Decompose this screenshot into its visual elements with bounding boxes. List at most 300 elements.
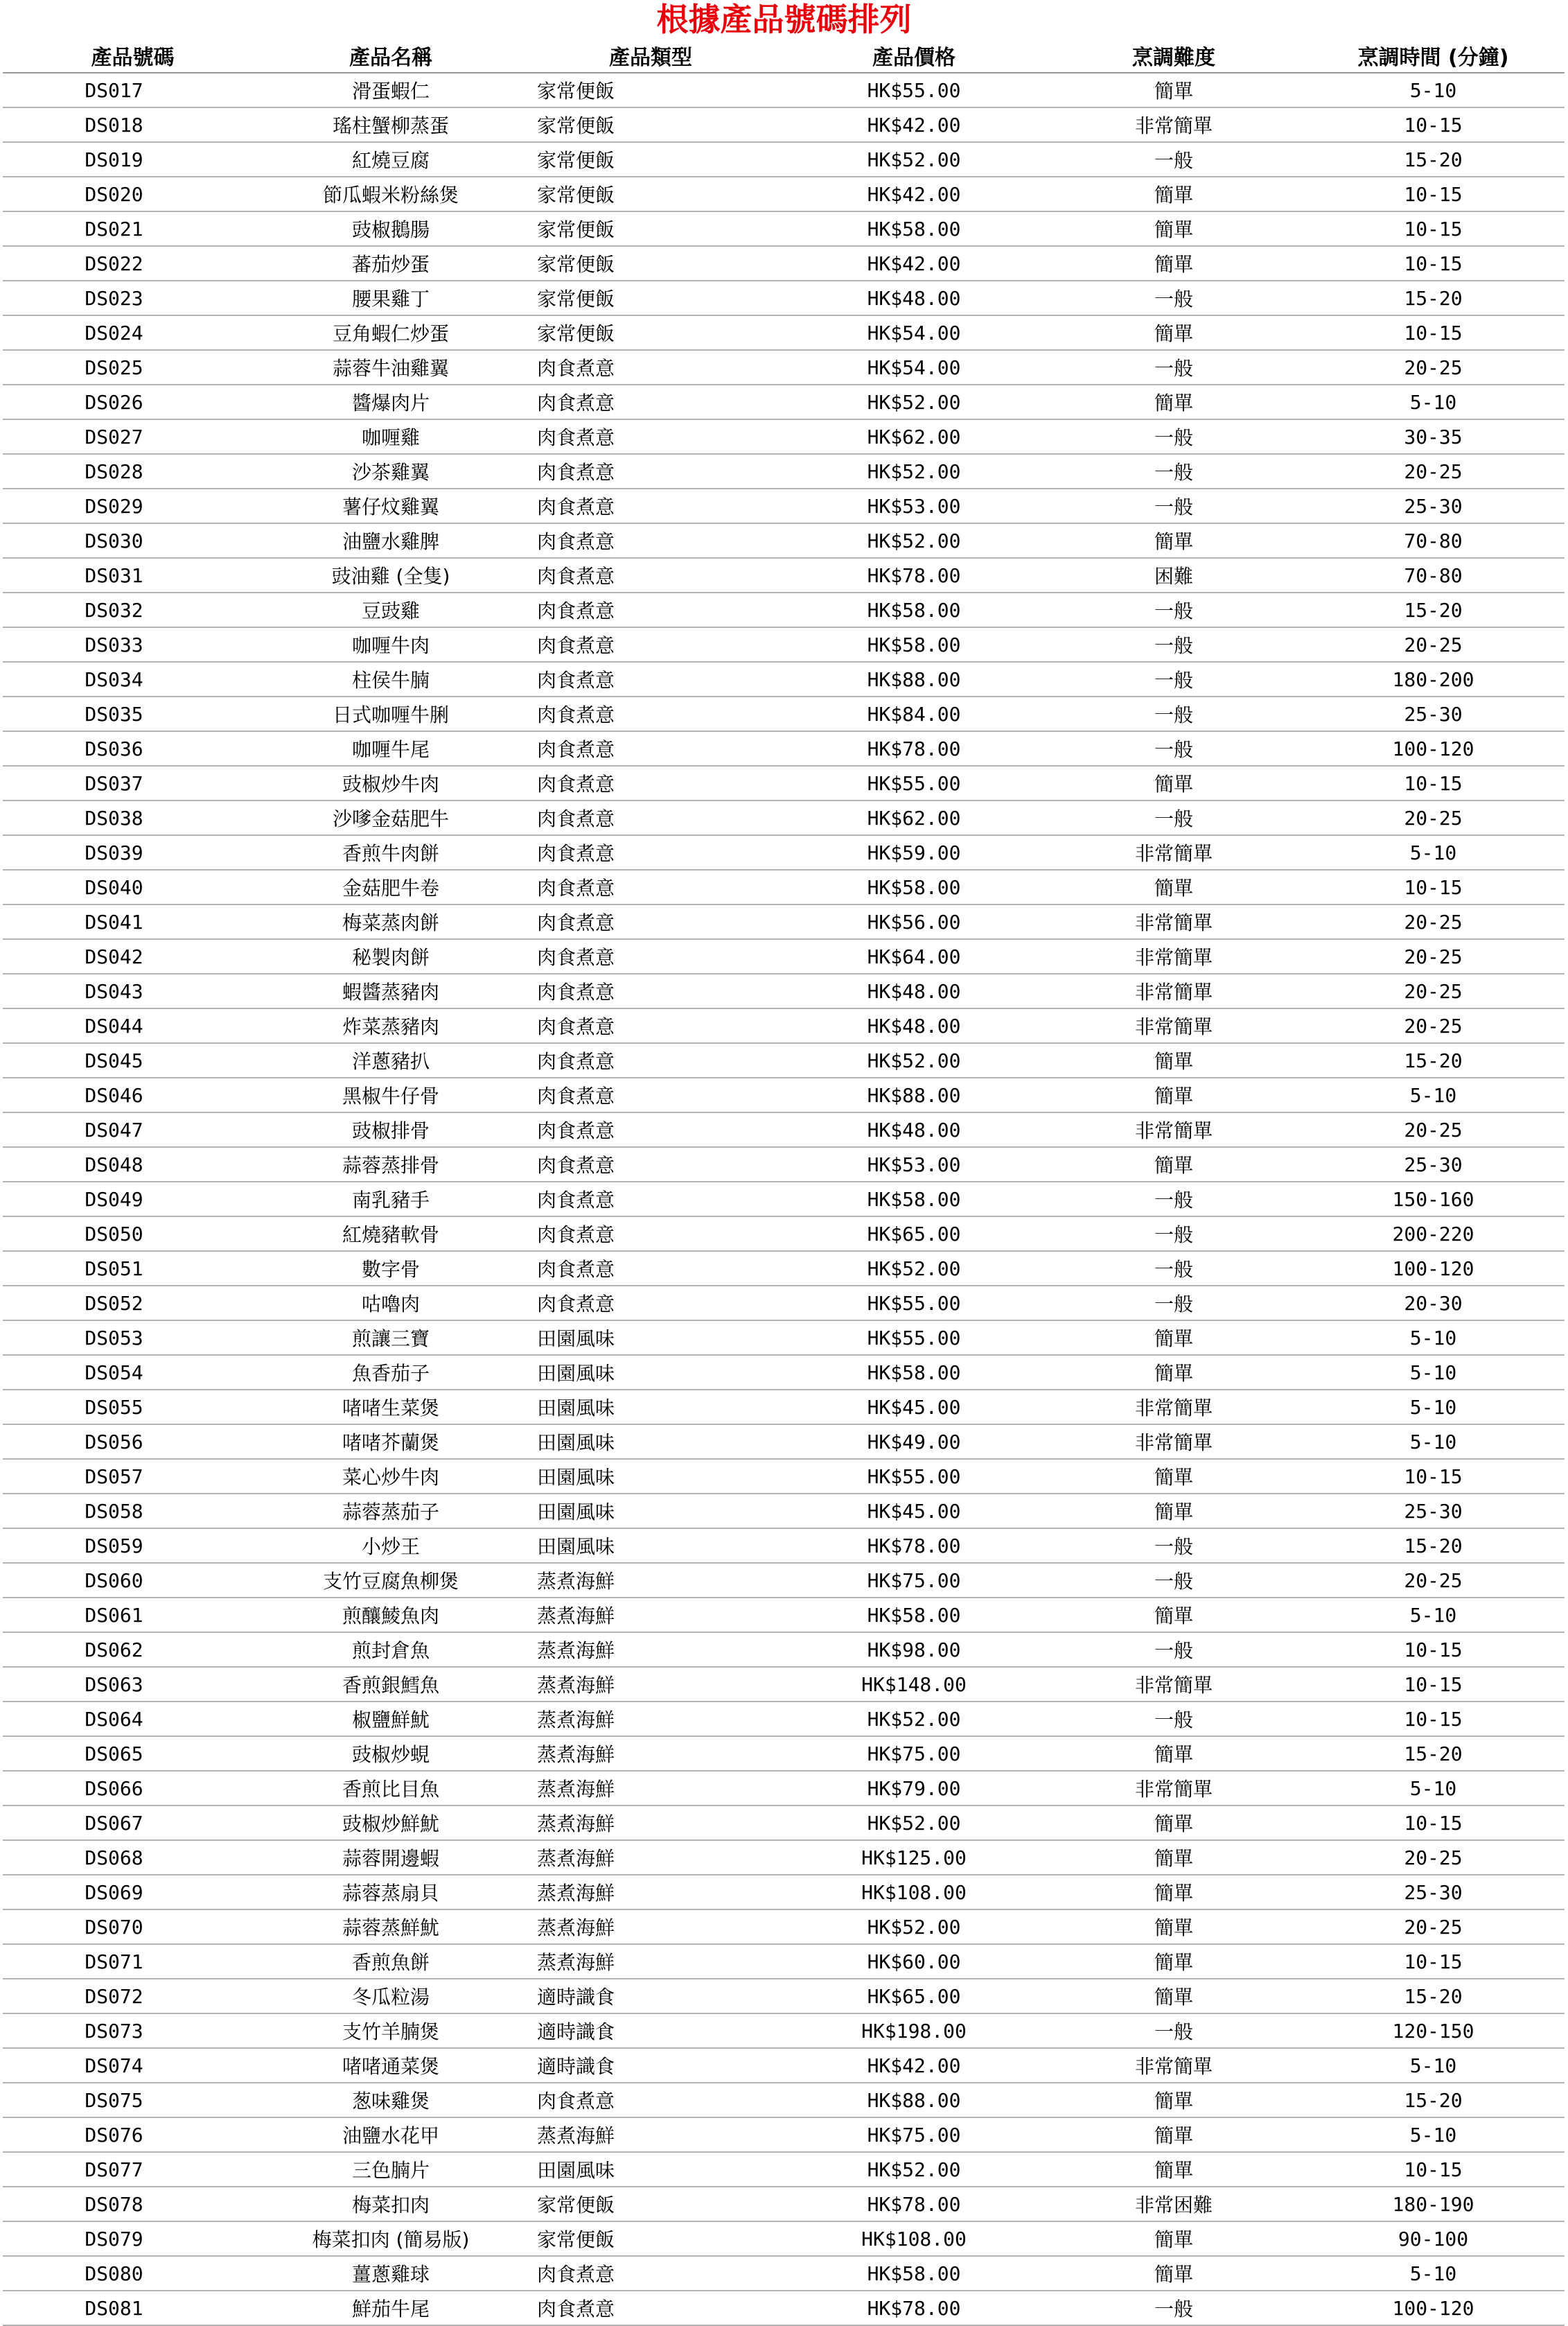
cooking-difficulty-cell: 簡單 [1046,177,1302,211]
product-category-cell: 肉食煮意 [519,870,782,904]
cooking-time-cell: 10-15 [1302,246,1565,281]
product-name-cell: 洋蔥豬扒 [263,1043,519,1078]
table-row [3,2152,1565,2187]
product-name-cell: 葱味雞煲 [263,2083,519,2117]
product-price-cell: HK$53.00 [782,1147,1046,1182]
table-row [3,1216,1565,1251]
cooking-difficulty-cell: 簡單 [1046,1459,1302,1494]
product-category-cell: 田園風味 [519,1355,782,1390]
cooking-time-cell: 20-25 [1302,627,1565,662]
product-category-cell: 家常便飯 [519,142,782,177]
product-code-cell: DS049 [3,1182,263,1216]
table-row [3,1494,1565,1528]
cooking-difficulty-cell: 簡單 [1046,1805,1302,1840]
cooking-difficulty-cell: 簡單 [1046,1078,1302,1112]
product-category-cell: 田園風味 [519,1459,782,1494]
table-row [3,1355,1565,1390]
product-code-cell: DS068 [3,1840,263,1875]
product-price-cell: HK$88.00 [782,662,1046,697]
product-code-cell: DS055 [3,1390,263,1424]
product-price-cell: HK$65.00 [782,1216,1046,1251]
product-price-cell: HK$125.00 [782,1840,1046,1875]
product-category-cell: 家常便飯 [519,2187,782,2221]
product-name-cell: 蝦醬蒸豬肉 [263,974,519,1008]
product-price-cell: HK$58.00 [782,1355,1046,1390]
cooking-time-cell: 10-15 [1302,2152,1565,2187]
table-row [3,523,1565,558]
cooking-time-cell: 5-10 [1302,1598,1565,1632]
cooking-time-cell: 20-25 [1302,454,1565,489]
cooking-time-cell: 25-30 [1302,1147,1565,1182]
product-name-cell: 蒜蓉蒸鮮魷 [263,1909,519,1944]
table-row [3,1008,1565,1043]
product-category-cell: 肉食煮意 [519,662,782,697]
cooking-difficulty-cell: 簡單 [1046,211,1302,246]
table-row [3,177,1565,211]
product-code-cell: DS062 [3,1632,263,1667]
table-row [3,1390,1565,1424]
cooking-difficulty-cell: 一般 [1046,1702,1302,1736]
table-row [3,1182,1565,1216]
header-row [3,39,1565,73]
table-row [3,1043,1565,1078]
product-category-cell: 肉食煮意 [519,627,782,662]
product-name-cell: 鮮茄牛尾 [263,2291,519,2325]
product-price-cell: HK$98.00 [782,1632,1046,1667]
product-code-cell: DS057 [3,1459,263,1494]
product-price-cell: HK$58.00 [782,593,1046,627]
cooking-difficulty-cell: 非常簡單 [1046,1424,1302,1459]
cooking-difficulty-cell: 一般 [1046,1286,1302,1320]
cooking-time-cell: 20-25 [1302,974,1565,1008]
product-code-cell: DS052 [3,1286,263,1320]
product-price-cell: HK$148.00 [782,1667,1046,1702]
cooking-time-cell: 150-160 [1302,1182,1565,1216]
table-row [3,281,1565,315]
cooking-difficulty-cell: 簡單 [1046,1875,1302,1909]
column-header-difficulty: 烹調難度 [1046,39,1302,73]
product-price-cell: HK$52.00 [782,1043,1046,1078]
product-category-cell: 田園風味 [519,1320,782,1355]
cooking-difficulty-cell: 簡單 [1046,2152,1302,2187]
cooking-time-cell: 20-25 [1302,1840,1565,1875]
product-category-cell: 肉食煮意 [519,1147,782,1182]
cooking-time-cell: 20-25 [1302,1112,1565,1147]
product-code-cell: DS025 [3,350,263,385]
table-row [3,801,1565,835]
product-category-cell: 肉食煮意 [519,385,782,419]
product-category-cell: 肉食煮意 [519,939,782,974]
product-price-cell: HK$78.00 [782,1528,1046,1563]
product-name-cell: 豉椒炒鮮魷 [263,1805,519,1840]
product-price-cell: HK$75.00 [782,2117,1046,2152]
product-price-cell: HK$54.00 [782,315,1046,350]
product-code-cell: DS017 [3,73,263,107]
cooking-time-cell: 10-15 [1302,1667,1565,1702]
product-category-cell: 蒸煮海鮮 [519,1805,782,1840]
cooking-difficulty-cell: 非常簡單 [1046,107,1302,142]
product-price-cell: HK$49.00 [782,1424,1046,1459]
product-price-cell: HK$58.00 [782,2256,1046,2291]
cooking-time-cell: 120-150 [1302,2013,1565,2048]
cooking-time-cell: 20-25 [1302,1563,1565,1598]
product-code-cell: DS064 [3,1702,263,1736]
product-code-cell: DS070 [3,1909,263,1944]
cooking-difficulty-cell: 簡單 [1046,1320,1302,1355]
table-row [3,974,1565,1008]
cooking-time-cell: 180-200 [1302,662,1565,697]
product-name-cell: 蒜蓉開邊蝦 [263,1840,519,1875]
product-category-cell: 肉食煮意 [519,697,782,731]
product-code-cell: DS034 [3,662,263,697]
cooking-time-cell: 10-15 [1302,1805,1565,1840]
cooking-difficulty-cell: 簡單 [1046,2083,1302,2117]
cooking-difficulty-cell: 簡單 [1046,1598,1302,1632]
cooking-time-cell: 5-10 [1302,1078,1565,1112]
product-code-cell: DS060 [3,1563,263,1598]
table-row [3,1598,1565,1632]
cooking-difficulty-cell: 簡單 [1046,1944,1302,1979]
table-row [3,1909,1565,1944]
table-row [3,1875,1565,1909]
product-name-cell: 冬瓜粒湯 [263,1979,519,2013]
product-name-cell: 啫啫生菜煲 [263,1390,519,1424]
table-row [3,1147,1565,1182]
product-code-cell: DS074 [3,2048,263,2083]
table-row [3,1078,1565,1112]
table-row [3,2083,1565,2117]
product-price-cell: HK$42.00 [782,107,1046,142]
column-header-time: 烹調時間 (分鐘) [1302,39,1565,73]
product-price-cell: HK$52.00 [782,1805,1046,1840]
product-price-cell: HK$79.00 [782,1771,1046,1805]
cooking-difficulty-cell: 一般 [1046,142,1302,177]
cooking-difficulty-cell: 一般 [1046,281,1302,315]
cooking-time-cell: 10-15 [1302,1944,1565,1979]
product-name-cell: 梅菜扣肉 [263,2187,519,2221]
cooking-difficulty-cell: 非常簡單 [1046,939,1302,974]
cooking-time-cell: 10-15 [1302,107,1565,142]
product-price-cell: HK$52.00 [782,1251,1046,1286]
cooking-difficulty-cell: 一般 [1046,1182,1302,1216]
product-name-cell: 蒜蓉蒸扇貝 [263,1875,519,1909]
product-category-cell: 家常便飯 [519,246,782,281]
product-category-cell: 田園風味 [519,1528,782,1563]
product-name-cell: 南乳豬手 [263,1182,519,1216]
product-category-cell: 肉食煮意 [519,523,782,558]
cooking-difficulty-cell: 困難 [1046,558,1302,593]
table-row [3,766,1565,801]
cooking-difficulty-cell: 非常簡單 [1046,1008,1302,1043]
column-header-name: 產品名稱 [263,39,519,73]
product-code-cell: DS033 [3,627,263,662]
cooking-difficulty-cell: 簡單 [1046,1494,1302,1528]
cooking-time-cell: 15-20 [1302,142,1565,177]
product-code-cell: DS019 [3,142,263,177]
cooking-difficulty-cell: 一般 [1046,627,1302,662]
product-name-cell: 豉椒炒蜆 [263,1736,519,1771]
cooking-difficulty-cell: 一般 [1046,1216,1302,1251]
product-name-cell: 豆角蝦仁炒蛋 [263,315,519,350]
product-price-cell: HK$198.00 [782,2013,1046,2048]
product-name-cell: 日式咖喱牛脷 [263,697,519,731]
cooking-time-cell: 10-15 [1302,870,1565,904]
cooking-time-cell: 20-25 [1302,350,1565,385]
product-price-cell: HK$62.00 [782,801,1046,835]
cooking-difficulty-cell: 一般 [1046,1251,1302,1286]
cooking-difficulty-cell: 簡單 [1046,2256,1302,2291]
cooking-difficulty-cell: 簡單 [1046,1043,1302,1078]
cooking-time-cell: 90-100 [1302,2221,1565,2256]
product-code-cell: DS035 [3,697,263,731]
product-category-cell: 適時識食 [519,2013,782,2048]
product-code-cell: DS042 [3,939,263,974]
product-name-cell: 薯仔炆雞翼 [263,489,519,523]
product-code-cell: DS046 [3,1078,263,1112]
cooking-difficulty-cell: 非常簡單 [1046,1390,1302,1424]
table-row [3,489,1565,523]
product-price-cell: HK$42.00 [782,177,1046,211]
product-price-cell: HK$56.00 [782,904,1046,939]
cooking-difficulty-cell: 簡單 [1046,523,1302,558]
cooking-time-cell: 10-15 [1302,177,1565,211]
product-category-cell: 肉食煮意 [519,835,782,870]
cooking-time-cell: 20-25 [1302,801,1565,835]
table-row [3,2117,1565,2152]
product-code-cell: DS029 [3,489,263,523]
cooking-time-cell: 20-25 [1302,1008,1565,1043]
product-name-cell: 薑蔥雞球 [263,2256,519,2291]
product-code-cell: DS069 [3,1875,263,1909]
product-code-cell: DS080 [3,2256,263,2291]
table-row [3,1528,1565,1563]
cooking-difficulty-cell: 一般 [1046,731,1302,766]
cooking-time-cell: 25-30 [1302,489,1565,523]
cooking-time-cell: 100-120 [1302,1251,1565,1286]
product-name-cell: 支竹羊腩煲 [263,2013,519,2048]
product-code-cell: DS061 [3,1598,263,1632]
cooking-time-cell: 180-190 [1302,2187,1565,2221]
product-code-cell: DS040 [3,870,263,904]
table-row [3,1286,1565,1320]
product-code-cell: DS023 [3,281,263,315]
cooking-time-cell: 20-25 [1302,904,1565,939]
product-code-cell: DS078 [3,2187,263,2221]
cooking-difficulty-cell: 一般 [1046,1528,1302,1563]
table-row [3,662,1565,697]
product-price-cell: HK$88.00 [782,1078,1046,1112]
product-name-cell: 豉椒排骨 [263,1112,519,1147]
column-header-code: 產品號碼 [3,39,263,73]
cooking-difficulty-cell: 簡單 [1046,1736,1302,1771]
product-category-cell: 蒸煮海鮮 [519,1771,782,1805]
product-code-cell: DS051 [3,1251,263,1286]
product-price-cell: HK$78.00 [782,731,1046,766]
cooking-difficulty-cell: 簡單 [1046,73,1302,107]
cooking-difficulty-cell: 非常簡單 [1046,1112,1302,1147]
cooking-time-cell: 5-10 [1302,1320,1565,1355]
product-category-cell: 適時識食 [519,2048,782,2083]
product-price-cell: HK$52.00 [782,454,1046,489]
product-table [3,39,1565,2326]
product-code-cell: DS076 [3,2117,263,2152]
cooking-time-cell: 70-80 [1302,523,1565,558]
product-name-cell: 節瓜蝦米粉絲煲 [263,177,519,211]
cooking-time-cell: 5-10 [1302,1355,1565,1390]
product-name-cell: 黑椒牛仔骨 [263,1078,519,1112]
table-row [3,593,1565,627]
product-price-cell: HK$48.00 [782,1112,1046,1147]
product-name-cell: 梅菜扣肉 (簡易版) [263,2221,519,2256]
product-name-cell: 小炒王 [263,1528,519,1563]
product-name-cell: 魚香茄子 [263,1355,519,1390]
cooking-difficulty-cell: 簡單 [1046,1840,1302,1875]
table-row [3,627,1565,662]
product-name-cell: 油鹽水花甲 [263,2117,519,2152]
product-category-cell: 肉食煮意 [519,1078,782,1112]
product-category-cell: 肉食煮意 [519,454,782,489]
product-name-cell: 金菇肥牛卷 [263,870,519,904]
cooking-time-cell: 25-30 [1302,1875,1565,1909]
product-category-cell: 蒸煮海鮮 [519,1944,782,1979]
product-name-cell: 腰果雞丁 [263,281,519,315]
cooking-time-cell: 5-10 [1302,1390,1565,1424]
product-price-cell: HK$48.00 [782,1008,1046,1043]
table-row [3,1459,1565,1494]
cooking-difficulty-cell: 簡單 [1046,1979,1302,2013]
product-category-cell: 肉食煮意 [519,558,782,593]
table-row [3,2187,1565,2221]
cooking-difficulty-cell: 一般 [1046,697,1302,731]
product-category-cell: 肉食煮意 [519,904,782,939]
product-name-cell: 支竹豆腐魚柳煲 [263,1563,519,1598]
cooking-difficulty-cell: 一般 [1046,1632,1302,1667]
cooking-time-cell: 200-220 [1302,1216,1565,1251]
table-row [3,419,1565,454]
cooking-time-cell: 10-15 [1302,766,1565,801]
table-row [3,2291,1565,2325]
product-category-cell: 適時識食 [519,1979,782,2013]
product-price-cell: HK$62.00 [782,419,1046,454]
product-category-cell: 蒸煮海鮮 [519,1632,782,1667]
product-name-cell: 數字骨 [263,1251,519,1286]
product-category-cell: 田園風味 [519,1494,782,1528]
product-code-cell: DS054 [3,1355,263,1390]
product-name-cell: 豉椒鵝腸 [263,211,519,246]
product-price-cell: HK$64.00 [782,939,1046,974]
cooking-time-cell: 10-15 [1302,315,1565,350]
product-price-cell: HK$58.00 [782,627,1046,662]
cooking-time-cell: 10-15 [1302,1459,1565,1494]
product-category-cell: 肉食煮意 [519,974,782,1008]
table-row [3,2221,1565,2256]
table-row [3,73,1565,107]
product-name-cell: 醬爆肉片 [263,385,519,419]
product-category-cell: 肉食煮意 [519,2083,782,2117]
product-category-cell: 蒸煮海鮮 [519,2117,782,2152]
product-price-cell: HK$45.00 [782,1390,1046,1424]
product-code-cell: DS044 [3,1008,263,1043]
product-name-cell: 紅燒豆腐 [263,142,519,177]
product-name-cell: 蒜蓉蒸茄子 [263,1494,519,1528]
product-price-cell: HK$58.00 [782,1598,1046,1632]
product-category-cell: 家常便飯 [519,107,782,142]
table-row [3,1840,1565,1875]
product-name-cell: 瑤柱蟹柳蒸蛋 [263,107,519,142]
product-code-cell: DS032 [3,593,263,627]
cooking-difficulty-cell: 簡單 [1046,1909,1302,1944]
product-name-cell: 蒜蓉牛油雞翼 [263,350,519,385]
cooking-difficulty-cell: 簡單 [1046,315,1302,350]
cooking-difficulty-cell: 簡單 [1046,246,1302,281]
product-name-cell: 沙嗲金菇肥牛 [263,801,519,835]
table-row [3,1320,1565,1355]
product-price-cell: HK$48.00 [782,281,1046,315]
product-category-cell: 肉食煮意 [519,419,782,454]
product-price-cell: HK$45.00 [782,1494,1046,1528]
product-category-cell: 肉食煮意 [519,1008,782,1043]
product-code-cell: DS081 [3,2291,263,2325]
product-code-cell: DS018 [3,107,263,142]
cooking-time-cell: 15-20 [1302,281,1565,315]
product-category-cell: 家常便飯 [519,281,782,315]
product-code-cell: DS020 [3,177,263,211]
product-price-cell: HK$54.00 [782,350,1046,385]
product-name-cell: 煎釀鯪魚肉 [263,1598,519,1632]
product-code-cell: DS021 [3,211,263,246]
cooking-difficulty-cell: 一般 [1046,593,1302,627]
table-row [3,1944,1565,1979]
cooking-difficulty-cell: 非常簡單 [1046,904,1302,939]
product-code-cell: DS071 [3,1944,263,1979]
table-row [3,731,1565,766]
cooking-difficulty-cell: 一般 [1046,454,1302,489]
product-code-cell: DS027 [3,419,263,454]
product-price-cell: HK$52.00 [782,385,1046,419]
cooking-difficulty-cell: 一般 [1046,1563,1302,1598]
product-category-cell: 蒸煮海鮮 [519,1667,782,1702]
table-row [3,2013,1565,2048]
cooking-difficulty-cell: 一般 [1046,489,1302,523]
cooking-time-cell: 100-120 [1302,2291,1565,2325]
product-category-cell: 蒸煮海鮮 [519,1875,782,1909]
product-name-cell: 煎讓三寶 [263,1320,519,1355]
product-name-cell: 椒鹽鮮魷 [263,1702,519,1736]
product-name-cell: 咖喱牛尾 [263,731,519,766]
cooking-time-cell: 5-10 [1302,2048,1565,2083]
table-row [3,1667,1565,1702]
product-code-cell: DS041 [3,904,263,939]
page-title: 根據產品號碼排列 [656,1,912,38]
product-code-cell: DS067 [3,1805,263,1840]
product-code-cell: DS028 [3,454,263,489]
product-category-cell: 肉食煮意 [519,731,782,766]
table-row [3,1424,1565,1459]
product-code-cell: DS053 [3,1320,263,1355]
cooking-time-cell: 10-15 [1302,1702,1565,1736]
product-category-cell: 田園風味 [519,1424,782,1459]
product-name-cell: 豆豉雞 [263,593,519,627]
table-row [3,1563,1565,1598]
table-row [3,350,1565,385]
cooking-time-cell: 5-10 [1302,2117,1565,2152]
product-name-cell: 豉椒炒牛肉 [263,766,519,801]
product-name-cell: 蒜蓉蒸排骨 [263,1147,519,1182]
cooking-difficulty-cell: 非常簡單 [1046,835,1302,870]
cooking-time-cell: 20-30 [1302,1286,1565,1320]
cooking-difficulty-cell: 簡單 [1046,1355,1302,1390]
product-name-cell: 豉油雞 (全隻) [263,558,519,593]
